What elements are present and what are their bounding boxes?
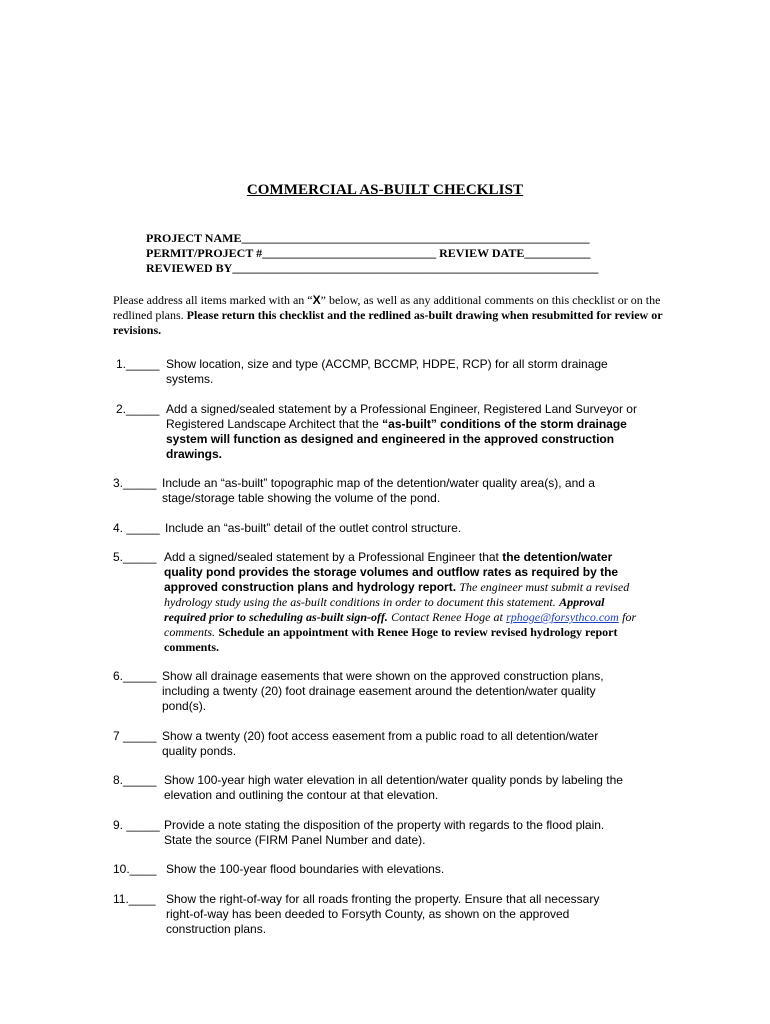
item-text: Show 100-year high water elevation in all detention/water quality ponds by labeling the elevation and outlining the contour at that elevation. [164, 773, 623, 802]
item-text-italic-2: Contact Renee Hoge at [391, 610, 503, 624]
item-text-bold-italic: Approval required prior to scheduling as-built sign-off. [164, 595, 605, 624]
item-number: 11.____ [113, 892, 156, 906]
item-text: Show the right-of-way for all roads fronting the property. Ensure that all necessary right-of-way has been deeded to Forsyth County, as shown on the approved construction plans. [166, 892, 600, 936]
item-text: Show all drainage easements that were shown on the approved construction plans, including a twenty (20) foot drainage easement around the detention/water quality pond(s). [162, 669, 604, 713]
item-number: 2._____ [116, 402, 160, 416]
item-number: 9. _____ [113, 818, 160, 832]
item-text: Show a twenty (20) foot access easement from a public road to all detention/water quality ponds. [162, 729, 599, 758]
intro-text-3: on the redlined plans. [113, 293, 661, 322]
project-name-field: PROJECT NAME__________________________________________________________ [146, 231, 590, 245]
x-mark: X [312, 293, 321, 307]
intro-text-2: ” below, as well as any additional comments on this checklist or [320, 293, 628, 307]
item-text-bold: “as-built” conditions of the storm drainage system will function as designed and engineered in the approved construction drawings. [166, 417, 627, 461]
item-number: 8._____ [113, 773, 157, 787]
item-text-plain: Add a signed/sealed statement by a Professional Engineer that [164, 550, 499, 564]
item-number: 5._____ [113, 550, 157, 564]
item-text-italic: The engineer must submit a revised hydrology study using the as-built conditions in order to document this statement. [164, 580, 630, 609]
item-text-bold: the detention/water quality pond provides the storage volumes and outflow rates as required by the approved construction plans and hydrology report. [164, 550, 619, 594]
item-text-bold-2: Schedule an appointment with Renee Hoge to review revised hydrology report comments. [164, 625, 618, 654]
item-text: Provide a note stating the disposition of the property with regards to the flood plain. State the source (FIRM Panel Number and date). [164, 818, 605, 847]
page-title: COMMERCIAL AS-BUILT CHECKLIST [246, 182, 524, 198]
reviewed-by-field: REVIEWED BY_____________________________________________________________ [146, 261, 599, 275]
item-text: Include an “as-built” topographic map of the detention/water quality area(s), and a stage/storage table showing the volume of the pond. [162, 476, 595, 505]
intro-bold-text: Please return this checklist and the redlined as-built drawing when resubmitted for review or revisions. [113, 308, 663, 337]
item-text: Include an “as-built” detail of the outlet control structure. [165, 521, 462, 535]
item-text-italic-3: for comments. [164, 610, 637, 639]
instructions-paragraph [113, 293, 663, 338]
permit-review-date-field: PERMIT/PROJECT #_____________________________ REVIEW DATE___________ [146, 246, 591, 260]
item-text: Show location, size and type (ACCMP, BCCMP, HDPE, RCP) for all storm drainage systems. [166, 357, 608, 386]
item-text [164, 550, 648, 655]
intro-text: Please address all items marked with an “ [113, 293, 313, 307]
item-text [166, 402, 648, 462]
item-text-plain: Add a signed/sealed statement by a Professional Engineer, Registered Land Surveyor or Registered Landscape Architect that the [166, 402, 637, 431]
item-number: 4. _____ [113, 521, 160, 535]
email-link[interactable]: rphoge@forsythco.com [506, 610, 619, 624]
item-number: 10.____ [113, 862, 157, 876]
item-number: 7 _____ [113, 729, 157, 743]
item-number: 3._____ [113, 476, 157, 490]
item-text: Show the 100-year flood boundaries with elevations. [166, 862, 445, 876]
item-number: 6._____ [113, 669, 157, 683]
item-number: 1._____ [116, 357, 160, 371]
